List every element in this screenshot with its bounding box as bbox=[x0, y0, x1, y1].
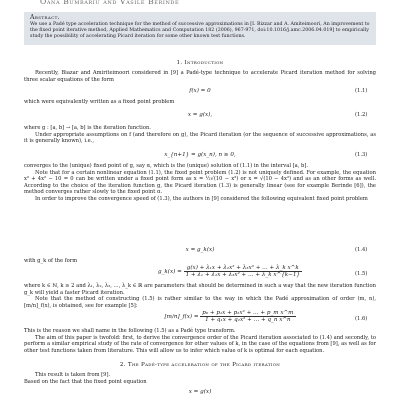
s1-para-6 bbox=[24, 283, 376, 309]
s1-p1: Recently, Biazar and Amiriteimoori considered in [9] a Padé-type technique to accelerate Picard iteration method for solving three scalar equations of the form bbox=[24, 70, 376, 83]
equation-1-4: x = g_k(x) bbox=[185, 247, 215, 253]
s1-p10: Note that the method of constructing (1.5) is rather similar to the way in which the Padé approximation of order (m, n), [m/n]_f(x), is obtained, see for example [5]: bbox=[24, 296, 376, 309]
s1-p4: Under appropriate assumptions on f (and therefore on g), the Picard iteration (or the sequence of successive approximations, as it is generally known), i.e., bbox=[24, 131, 376, 144]
equation-1-2: x = g(x), bbox=[187, 112, 213, 118]
s1-para-3 bbox=[24, 125, 376, 145]
eq-1-6-lhs: [m/n]_f(x) = bbox=[164, 314, 199, 320]
equation-2-1: x = g(x) bbox=[188, 389, 212, 395]
abstract-text: We use a Padé type acceleration technique for the method of successive approximations in [I. Bizzar and A. Amiteimoori, An improvement to the fixed point iterative method, Applied Mathematics and Computation 182 (2006), 967-971, doi:10.1016/j.amc.2006.04.019] to empirically study the possibility of accelerating Picard iteration for some other known test functions. bbox=[30, 22, 370, 40]
equation-1-2-number: (1.2) bbox=[355, 112, 368, 118]
equation-1-4-number: (1.4) bbox=[355, 247, 368, 253]
s1-p2: which were equivalently written as a fixed point problem bbox=[24, 99, 175, 105]
s1-para-7 bbox=[24, 328, 376, 354]
s1-p12: The aim of this paper is twofold: first, to derive the convergence order of the Picard iteration associated to (1.4) and secondly, to perform a similar empirical study of the rate of convergence for other values of k, in the case of the equations from [9], as well as for other test functions taken from literature. This will allow us to infer which value of k is optimal for each equation. bbox=[24, 334, 376, 354]
eq-1-6-denominator: 1 + q₁x + q₂x² + … + q_n x^n bbox=[205, 317, 291, 323]
s2-para-1 bbox=[24, 372, 376, 385]
s1-para-4 bbox=[24, 163, 376, 202]
equation-1-6 bbox=[95, 310, 368, 323]
equation-1-5 bbox=[95, 265, 368, 278]
equation-1-3-number: (1.3) bbox=[355, 152, 368, 158]
abstract-heading: Abstract. bbox=[30, 14, 61, 21]
s1-para-2 bbox=[24, 99, 376, 106]
s1-p8: with g_k of the form bbox=[24, 258, 78, 264]
abstract-body bbox=[30, 22, 370, 40]
equation-1-3: x_{n+1} = g(x_n), n ≥ 0, bbox=[164, 152, 236, 158]
s1-p9: where k ∈ ℕ, k ≥ 2 and λ₁, λ₂, λ₃, …, λ_k ∈ ℝ are parameters that should be determined in such a way that the new iteration function g_k will yield a faster Picard iteration. bbox=[24, 283, 376, 296]
equation-1-6-number: (1.6) bbox=[355, 316, 368, 322]
eq-1-5-denominator: 1 + λ₁ + λ₂x + λ₃x² + … + λ_k x^{k−1} bbox=[185, 272, 300, 278]
equation-1-1-number: (1.1) bbox=[355, 88, 368, 94]
s2-p2: Based on the fact that the fixed point equation bbox=[24, 378, 147, 385]
eq-1-6-numerator: p₀ + p₁x + p₂x² + … + p_m x^m bbox=[202, 310, 294, 316]
s1-p6: Note that for a certain nonlinear equation (1.1), the fixed point problem (1.2) is not uniquely defined. For example, the equation x³ + 4x² − 10 = 0 can be written under a fixed point form as x = ½√(10 − x³) or x = √(10 − 4x²) and as an other forms as well. According to the choice of the iteration function g, the Picard iteration (1.3) is generally linear (see for example Berinde [6]), the method converges rather slowly to the fixed point α. bbox=[24, 169, 376, 195]
s1-para-1 bbox=[24, 70, 376, 83]
eq-1-5-numerator: g(x) + λ₁x + λ₂x² + λ₃x³ + … + λ_k x^k bbox=[184, 265, 302, 272]
s1-p3: where g : [a, b] → [a, b] is the iteration function. bbox=[24, 125, 151, 131]
s1-p7: In order to improve the convergence speed of (1.3), the authors in [9] considered the following equivalent fixed point problem bbox=[35, 195, 368, 202]
authors: Oana Bumbariu and Vasile Berinde bbox=[40, 0, 180, 6]
s1-para-5 bbox=[24, 258, 376, 265]
eq-1-5-lhs: g_k(x) = bbox=[158, 269, 182, 275]
s1-p11: This is the reason we shall name in the following (1.5) as a Padé type transform. bbox=[24, 328, 236, 334]
eq-1-6-fraction bbox=[200, 310, 295, 323]
section-2-title: 2. The Padé-type acceleration of the Picard iteration bbox=[119, 362, 281, 368]
s2-p1: This result is taken from [9]. bbox=[35, 372, 111, 378]
eq-1-5-fraction bbox=[184, 265, 302, 278]
s1-p5: converges to the (unique) fixed point of g, say α, which is the (unique) solution of (1.1) in the interval [a, b]. bbox=[24, 163, 309, 169]
equation-1-1: f(x) = 0 bbox=[189, 88, 211, 94]
section-1-title: 1. Introduction bbox=[176, 60, 224, 66]
equation-1-5-number: (1.5) bbox=[355, 271, 368, 277]
